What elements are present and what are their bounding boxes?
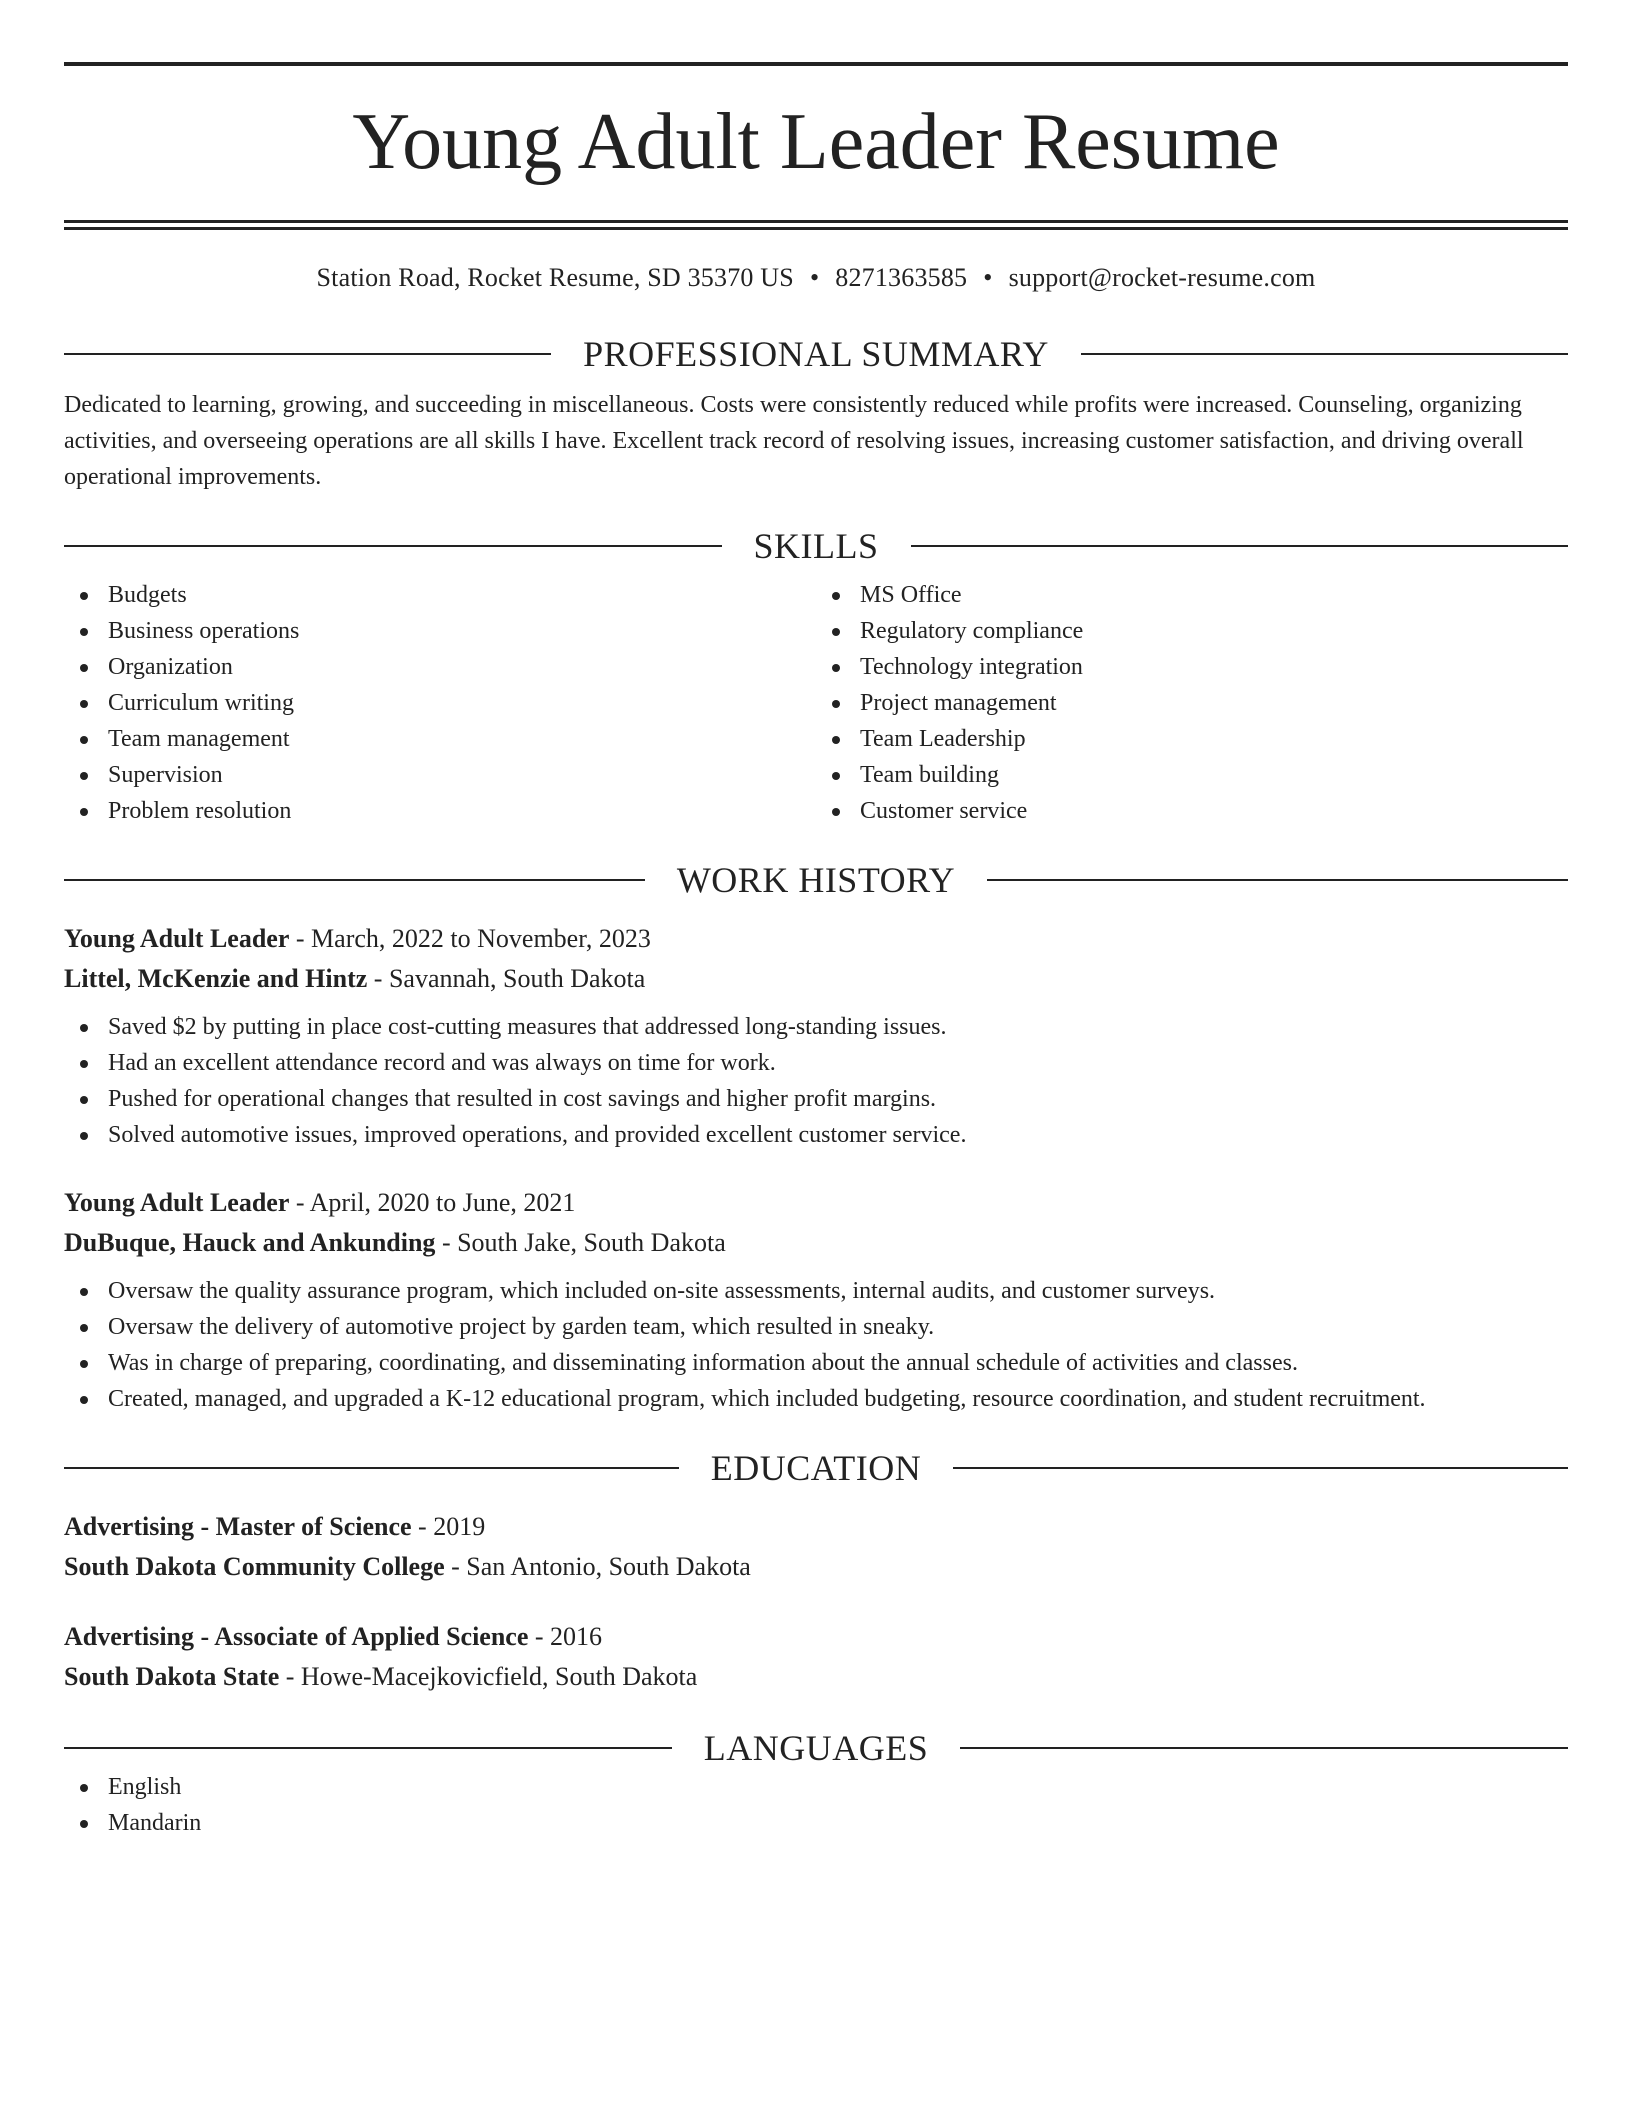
summary-text: Dedicated to learning, growing, and succeeding in miscellaneous. Costs were consistently reduced while profits were increased. Counseling, organizing activities, and overseeing operations are all skills I have. Excellent track record of resolving issues, increasing customer satisfaction, and driving overall operational improvements. [64,392,1524,490]
summary-heading-row [64,333,1568,375]
job-title-line [64,1183,1568,1223]
summary-heading: PROFESSIONAL SUMMARY [583,334,1049,374]
skill-item: Technology integration [816,649,1568,685]
skill-item: Team management [64,721,816,757]
heading-rule-left [64,353,551,355]
contact-phone: 8271363585 [835,263,968,292]
languages-heading: LANGUAGES [703,1728,929,1768]
job-entry [64,919,1568,1153]
skill-item: Curriculum writing [64,685,816,721]
skill-item: Organization [64,649,816,685]
heading-rule-right [960,1747,1568,1749]
skill-item: MS Office [816,577,1568,613]
skill-item: Problem resolution [64,793,816,829]
heading-rule-right [1081,353,1568,355]
job-bullet: Oversaw the quality assurance program, which included on-site assessments, internal audits, and customer surveys. [64,1273,1568,1309]
contact-line [64,263,1568,293]
job-title-line [64,919,1568,959]
skill-item: Project management [816,685,1568,721]
title-double-rule [64,220,1568,230]
skill-item: Business operations [64,613,816,649]
skills-list-left [64,577,816,829]
work-heading: WORK HISTORY [676,860,956,900]
heading-rule-left [64,1467,679,1469]
job-dates: - April, 2020 to June, 2021 [289,1188,576,1217]
skill-item: Regulatory compliance [816,613,1568,649]
education-heading: EDUCATION [710,1448,922,1488]
school-location: - San Antonio, South Dakota [444,1552,751,1581]
work-heading-row [64,859,1568,901]
job-bullet: Had an excellent attendance record and was always on time for work. [64,1045,1568,1081]
heading-rule-right [953,1467,1568,1469]
job-bullet: Oversaw the delivery of automotive project by garden team, which resulted in sneaky. [64,1309,1568,1345]
job-title: Young Adult Leader [64,1188,290,1217]
job-company-line [64,1223,1568,1263]
contact-separator: • [983,263,993,292]
job-title: Young Adult Leader [64,924,290,953]
heading-rule-left [64,879,645,881]
education-entry [64,1617,1568,1697]
school-line [64,1547,1568,1587]
contact-address: Station Road, Rocket Resume, SD 35370 US [316,263,794,292]
languages-heading-row [64,1727,1568,1769]
skill-item: Supervision [64,757,816,793]
school-location: - Howe-Macejkovicfield, South Dakota [279,1662,698,1691]
skill-item: Team building [816,757,1568,793]
job-bullet: Solved automotive issues, improved operations, and provided excellent customer service. [64,1117,1568,1153]
skills-list-right [816,577,1568,829]
degree-name: Advertising - Master of Science [64,1512,412,1541]
skills-heading: SKILLS [753,526,879,566]
school-name: South Dakota State [64,1662,280,1691]
job-bullet: Created, managed, and upgraded a K-12 educational program, which included budgeting, resource coordination, and student recruitment. [64,1381,1568,1417]
job-entry [64,1183,1568,1417]
language-item: English [64,1769,1568,1805]
job-bullet: Was in charge of preparing, coordinating, and disseminating information about the annual schedule of activities and classes. [64,1345,1568,1381]
job-dates: - March, 2022 to November, 2023 [289,924,651,953]
heading-rule-left [64,545,722,547]
education-heading-row [64,1447,1568,1489]
skill-item: Team Leadership [816,721,1568,757]
heading-rule-right [911,545,1569,547]
job-location: - Savannah, South Dakota [367,964,646,993]
school-name: South Dakota Community College [64,1552,445,1581]
heading-rule-left [64,1747,672,1749]
skill-item: Budgets [64,577,816,613]
degree-line [64,1617,1568,1657]
school-line [64,1657,1568,1697]
job-company-line [64,959,1568,999]
degree-name: Advertising - Associate of Applied Science [64,1622,529,1651]
skill-item: Customer service [816,793,1568,829]
degree-line [64,1507,1568,1547]
top-rule [64,62,1568,66]
heading-rule-right [987,879,1568,881]
skills-columns [64,577,1568,829]
resume-title: Young Adult Leader Resume [352,98,1280,186]
skills-heading-row [64,525,1568,567]
contact-separator: • [809,263,820,292]
job-location: - South Jake, South Dakota [435,1228,726,1257]
job-company: DuBuque, Hauck and Ankunding [64,1228,436,1257]
degree-year: - 2016 [528,1622,603,1651]
job-company: Littel, McKenzie and Hintz [64,964,368,993]
job-bullets [64,1273,1568,1417]
job-bullet: Pushed for operational changes that resulted in cost savings and higher profit margins. [64,1081,1568,1117]
job-bullets [64,1009,1568,1153]
job-bullet: Saved $2 by putting in place cost-cutting measures that addressed long-standing issues. [64,1009,1568,1045]
languages-list [64,1769,1568,1841]
education-entry [64,1507,1568,1587]
degree-year: - 2019 [411,1512,486,1541]
language-item: Mandarin [64,1805,1568,1841]
contact-email: support@rocket-resume.com [1008,263,1316,292]
